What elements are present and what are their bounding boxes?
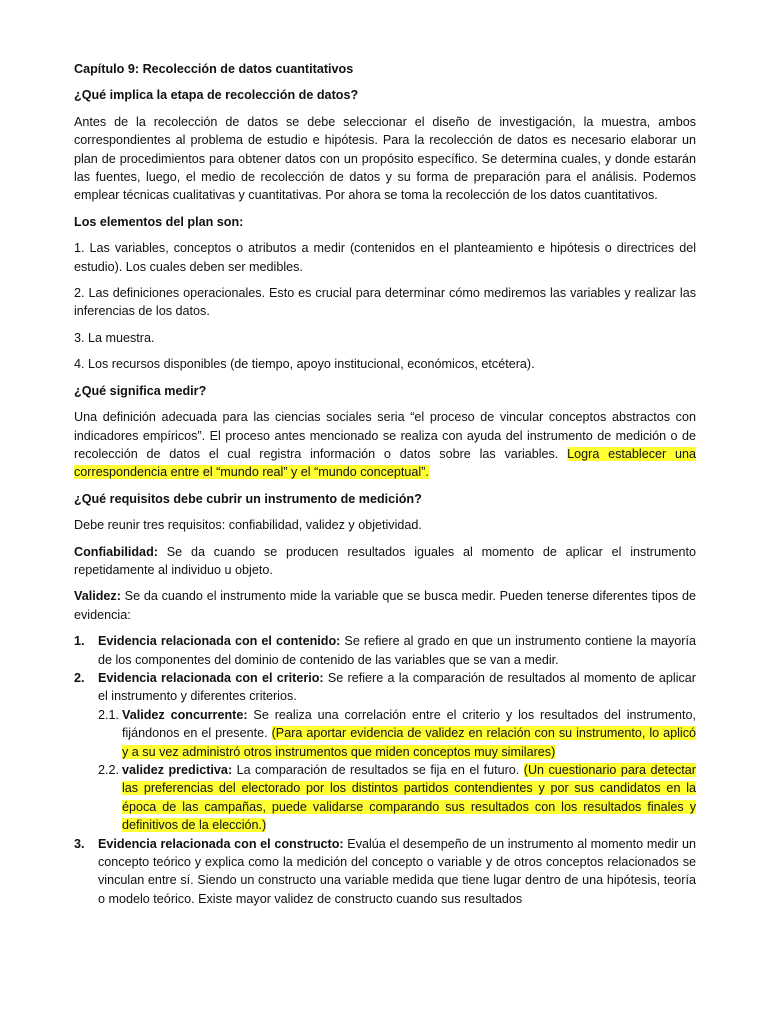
- list-number: 2.: [74, 670, 85, 685]
- list-number: 2.1.: [98, 707, 120, 722]
- subitem-label: Validez concurrente:: [122, 707, 248, 722]
- subitem-concurrent-validity: [98, 706, 696, 761]
- question-requirements: ¿Qué requisitos debe cubrir un instrumento de medición?: [74, 491, 422, 506]
- paragraph-data-collection: Antes de la recolección de datos se debe seleccionar el diseño de investigación, la muestra, ambos correspondientes al problema de estudio e hipótesis. Para la recolección de datos es necesario elaborar un plan de procedimientos para obtener datos con un propósito específico. Se determina cuales, y donde estarán las fuentes, luego, el medio de recolección de datos y su forma de preparación para el análisis. Podemos emplear técnicas cualitativas y cuantitativas. Por ahora se toma la recolección de los datos cuantitativos.: [74, 114, 696, 203]
- subitem-text: Se realiza una correlación entre el criterio y los resultados del instrumento, fijándonos en el presente.: [122, 707, 696, 741]
- reliability-text: Se da cuando se producen resultados iguales al momento de aplicar el instrumento repetidamente al individuo u objeto.: [74, 544, 696, 577]
- validity-text: Se da cuando el instrumento mide la variable que se busca medir. Pueden tenerse diferentes tipos de evidencia:: [74, 589, 696, 622]
- question-data-collection: ¿Qué implica la etapa de recolección de datos?: [74, 88, 359, 103]
- evidence-text: Se refiere a la comparación de resultados al momento de aplicar el instrumento y diferentes criterios.: [98, 670, 697, 704]
- subitem-highlight: (Para aportar evidencia de validez en relación con su instrumento, lo aplicó y a su vez administró otros instrumentos que miden conceptos muy similares): [122, 726, 697, 759]
- plan-item-resources: 4. Los recursos disponibles (de tiempo, apoyo institucional, económicos, etcétera).: [74, 357, 535, 372]
- paragraph-validity: [74, 587, 696, 624]
- evidence-text: Evalúa el desempeño de un instrumento al momento medir un concepto teórico y explica como la medición del concepto o variable y de otros conceptos relacionados se vinculan entre sí. Siendo un constructo una variable medida que tiene lugar dentro de una hipótesis, teoría o modelo teórico. Existe mayor validez de constructo cuando sus resultados: [98, 836, 697, 906]
- subitem-predictive-validity: [98, 761, 696, 835]
- list-number: 1.: [74, 634, 85, 649]
- list-number: 2.2.: [98, 763, 120, 777]
- subitem-text: La comparación de resultados se fija en el futuro.: [232, 763, 524, 777]
- evidence-label: Evidencia relacionada con el criterio:: [98, 670, 324, 685]
- paragraph-reliability: [74, 543, 696, 580]
- subitem-label: validez predictiva:: [122, 763, 233, 777]
- subitem-highlight: (Un cuestionario para detectar las preferencias del electorado por los distintos partidos contendientes y por sus candidatos en la época de las campañas, puede validarse comparando sus resultados con los resultados finales y definitivos de la elección.): [122, 763, 696, 833]
- evidence-list: [74, 632, 696, 908]
- evidence-item-construct: [74, 835, 696, 909]
- paragraph-measure: [74, 408, 696, 482]
- reliability-label: Confiabilidad:: [74, 544, 158, 559]
- question-measure: ¿Qué significa medir?: [74, 383, 207, 398]
- plan-item-definitions: 2. Las definiciones operacionales. Esto es crucial para determinar cómo mediremos las variables y realizar las inferencias de los datos.: [74, 286, 696, 319]
- plan-heading: Los elementos del plan son:: [74, 214, 244, 229]
- evidence-text: Se refiere al grado en que un instrumento contiene la mayoría de los componentes del dominio de contenido de las variables que se van a medir.: [98, 634, 696, 667]
- criterion-sublist: [98, 706, 696, 835]
- plan-item-variables: 1. Las variables, conceptos o atributos a medir (contenidos en el planteamiento e hipótesis o directrices del estudio). Los cuales deben ser medibles.: [74, 241, 696, 274]
- plan-item-sample: 3. La muestra.: [74, 330, 155, 345]
- chapter-title: Capítulo 9: Recolección de datos cuantitativos: [74, 62, 354, 76]
- measure-text: Una definición adecuada para las ciencias sociales seria “el proceso de vincular conceptos abstractos con indicadores empíricos”. El proceso antes mencionado se realiza con ayuda del instrumento de medición o de recolección de datos el cual registra información o datos sobre las variables.: [74, 410, 696, 461]
- validity-label: Validez:: [74, 589, 121, 604]
- evidence-label: Evidencia relacionada con el constructo:: [98, 836, 344, 851]
- evidence-label: Evidencia relacionada con el contenido:: [98, 634, 341, 649]
- list-number: 3.: [74, 836, 85, 851]
- paragraph-requirements: Debe reunir tres requisitos: confiabilidad, validez y objetividad.: [74, 518, 422, 533]
- evidence-item-content: [74, 632, 696, 669]
- evidence-item-criterion: [74, 669, 696, 835]
- measure-highlight: Logra establecer una correspondencia entre el “mundo real” y el “mundo conceptual”.: [74, 446, 697, 480]
